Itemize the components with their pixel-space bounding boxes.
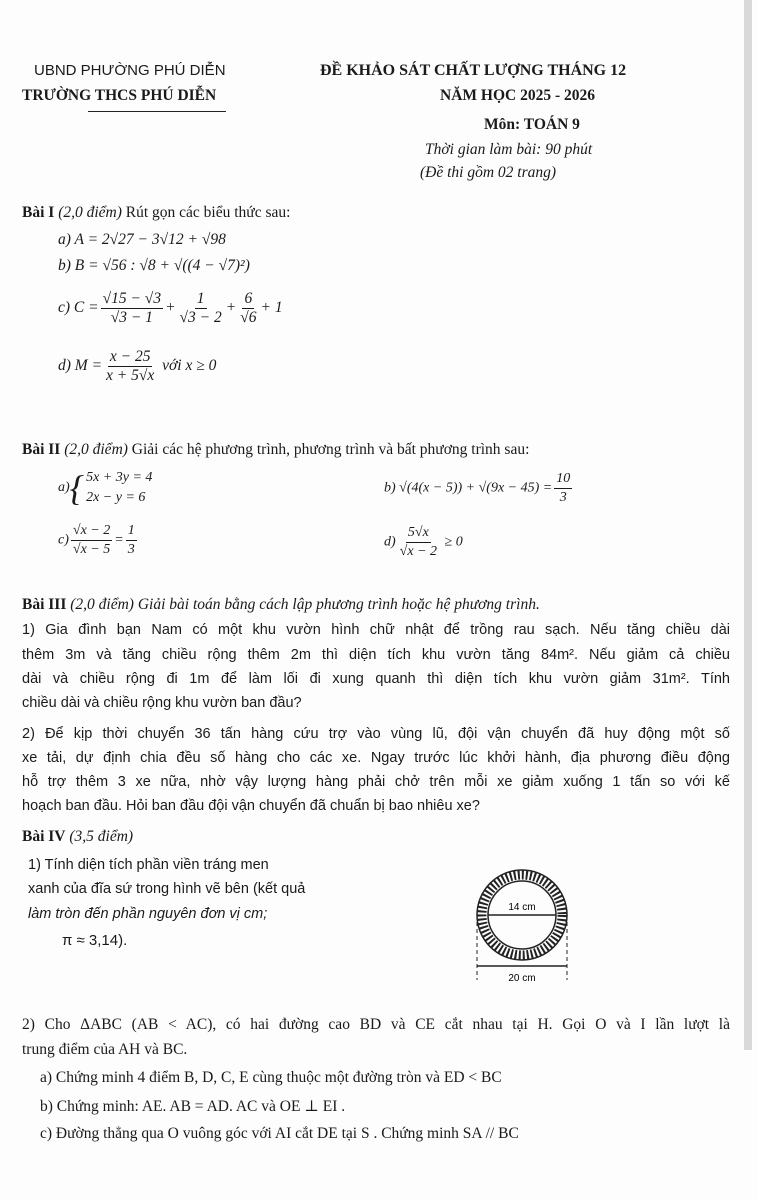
plate-figure <box>460 860 600 990</box>
bai4-p1-line: 1) Tính diện tích phần viền tráng men <box>28 857 269 873</box>
bai4-p1-line: làm tròn đến phần nguyên đơn vị cm; <box>28 906 268 922</box>
bai2-b: b) √(4(x − 5)) + √(9x − 45) = $\frac{10}{3}$ <box>384 471 571 505</box>
school-year: NĂM HỌC 2025 - 2026 <box>440 87 595 104</box>
bai3-p1-line: dài và chiều rộng đi 1m để làm lối đi xung quanh thì diện tích khu vườn giảm 31m². Tính <box>22 671 730 687</box>
bai1-b: b) B = √56 : √8 + √((4 − √7)²) <box>58 257 250 274</box>
outer-label: 20 cm <box>508 973 536 984</box>
bai2-d: d) $\frac{5√x}{√x - 2}$ ≥ 0 <box>384 525 463 559</box>
bai1-heading: Bài I (2,0 điểm) Rút gọn các biểu thức sau: <box>22 204 291 221</box>
bai4-p2-line: trung điểm của AH và BC. <box>22 1041 188 1058</box>
bai2-a: a){ 5x + 3y = 4 2x − y = 6 <box>58 468 153 508</box>
bai4-p2-line: 2) Cho ΔABC (AB < AC), có hai đường cao BD và CE cắt nhau tại H. Gọi O và I lần lượt là <box>22 1016 730 1033</box>
bai1-a: a) A = 2√27 − 3√12 + √98 <box>58 231 226 248</box>
bai3-p2-line: hoạch ban đầu. Hỏi ban đầu đội vận chuyển đã chuẩn bị bao nhiêu xe? <box>22 798 480 814</box>
bai1-d: d) M = $\frac{x - 25}{x + 5√x}$ với x ≥ 0 <box>58 348 217 384</box>
bai3-heading: Bài III (2,0 điểm) Giải bài toán bằng cách lập phương trình hoặc hệ phương trình. <box>22 596 540 613</box>
bai3-p1-line: chiều dài và chiều rộng khu vườn ban đầu? <box>22 695 302 711</box>
bai2-c: c) $\frac{√x - 2}{√x - 5}$ = $\frac{1}{3}$ <box>58 523 135 557</box>
bai3-p1-line: thêm 3m và tăng chiều rộng thêm 2m thì diện tích khu vườn tăng 84m². Nếu giảm cả chiều <box>22 647 730 663</box>
bai4-p1-line: xanh của đĩa sứ trong hình vẽ bên (kết quả <box>28 881 306 897</box>
bai4-a: a) Chứng minh 4 điểm B, D, C, E cùng thuộc một đường tròn và ED < BC <box>40 1069 502 1086</box>
bai4-b: b) Chứng minh: AE. AB = AD. AC và OE ⊥ EI . <box>40 1098 346 1115</box>
bai1-c: c) C = $\frac{√15 - √3}{√3 - 1}$ + $\frac{1}{√3 - 2}$ + $\frac{6}{√6}$ + 1 <box>58 290 283 326</box>
bai4-p1-line: π ≈ 3,14). <box>62 932 128 949</box>
bai3-p2-line: xe tải, dự định chia đều số hàng cho các xe. Ngay trước lúc khởi hành, địa phương điều động <box>22 750 730 766</box>
bai3-p2-line: 2) Để kịp thời chuyển 36 tấn hàng cứu trợ vào vùng lũ, đội vận chuyển đã huy động một số <box>22 726 730 742</box>
header-left-2: TRƯỜNG THCS PHÚ DIỄN <box>22 87 217 104</box>
bai2-heading: Bài II (2,0 điểm) Giải các hệ phương trình, phương trình và bất phương trình sau: <box>22 441 530 458</box>
bai4-heading: Bài IV (3,5 điểm) <box>22 828 134 845</box>
header-left-1: UBND PHƯỜNG PHÚ DIỄN <box>34 62 226 79</box>
bai4-c: c) Đường thẳng qua O vuông góc với AI cắt DE tại S . Chứng minh SA // BC <box>40 1125 519 1142</box>
scrollbar[interactable] <box>744 0 752 1050</box>
bai3-p1-line: 1) Gia đình bạn Nam có một khu vườn hình chữ nhật để trồng rau sạch. Nếu tăng chiều dài <box>22 622 730 638</box>
inner-label: 14 cm <box>508 902 536 913</box>
time: Thời gian làm bài: 90 phút <box>425 141 593 158</box>
subject: Môn: TOÁN 9 <box>484 116 580 133</box>
exam-title: ĐỀ KHẢO SÁT CHẤT LƯỢNG THÁNG 12 <box>320 62 627 79</box>
divider <box>88 111 226 112</box>
pages: (Đề thi gồm 02 trang) <box>420 164 557 181</box>
bai3-p2-line: hỗ trợ thêm 3 xe nữa, nhờ vậy lượng hàng phải chở trên mỗi xe giảm xuống 1 tấn so với kế <box>22 774 730 790</box>
